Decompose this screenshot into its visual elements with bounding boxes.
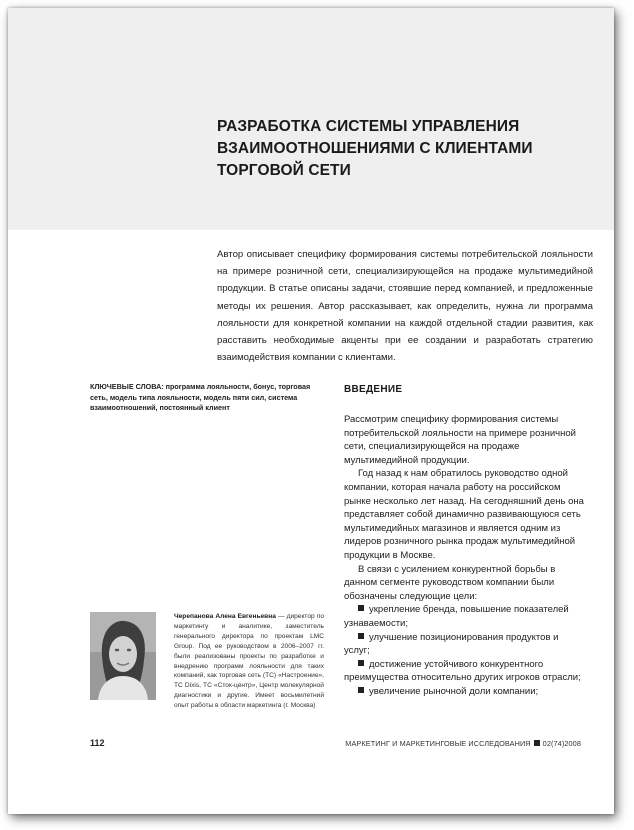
journal-name: МАРКЕТИНГ И МАРКЕТИНГОВЫЕ ИССЛЕДОВАНИЯ [345, 739, 531, 748]
journal-page [8, 8, 614, 814]
bullet-text: улучшение позиционирования продуктов и услуг; [344, 631, 559, 657]
author-bio [174, 612, 324, 711]
article-abstract: Автор описывает специфику формирования системы потребительской лояльности на примере розничной сети, специализирующейся на продаже мультимедийной продукции. В статье описаны задачи, стоявшие перед компанией, и предложенные методы их решения. Автор рассказывает, как определить, нужна ли программа лояльности для конкретной компании на каждой отдельной стадии развития, как расставить необходимые акценты при ее создании и разработать стратегию взаимодействия компании с клиентами. [217, 249, 593, 364]
author-name: Черепанова Алена Евгеньевна [174, 613, 276, 620]
bullet-text: увеличение рыночной доли компании; [369, 685, 539, 697]
page-number: 112 [90, 738, 105, 748]
separator-square-icon [534, 740, 540, 746]
body-paragraph: Рассмотрим специфику формирования системы потребительской лояльности на примере розничной сети, специализирующейся на продаже мультимедийной продукции. [344, 414, 576, 466]
bullet-square-icon [358, 633, 364, 639]
author-portrait-icon [90, 612, 156, 700]
journal-issue: 02(74)2008 [542, 739, 581, 748]
bullet-item [344, 631, 584, 658]
body-paragraph: В связи с усилением конкурентной борьбы в данном сегменте руководством компании были обозначены следующие цели: [344, 563, 556, 602]
bullet-item [344, 658, 584, 685]
article-body [344, 413, 584, 698]
section-heading: ВВЕДЕНИЕ [344, 384, 403, 395]
footer-journal [345, 739, 581, 748]
bullet-text: достижение устойчивого конкурентного преимущества относительно других игроков отрасли; [344, 658, 581, 684]
body-paragraph: Год назад к нам обратилось руководство одной компании, которая начала работу на российском рынке несколько лет назад. На сегодняшний день она представляет собой динамично развивающуюся сеть мультимедийных магазинов и является одним из лидеров розничного рынка продаж мультимедийной продукции в Москве. [344, 468, 584, 561]
bullet-square-icon [358, 687, 364, 693]
bullet-square-icon [358, 660, 364, 666]
bullet-square-icon [358, 605, 364, 611]
keywords: КЛЮЧЕВЫЕ СЛОВА: программа лояльности, бонус, торговая сеть, модель типа лояльности, модель пяти сил, система взаимоотношений, постоянный клиент [90, 382, 311, 412]
author-description: — директор по маркетингу и аналитике, заместитель генерального директора по проектам LMC Group. Под ее руководством в 2006–2007 гг. были реализованы проекты по разработке и внедрению программ лояльности для таких компаний, как торговая сеть (ТС) «Настроение», ТС Dixis, ТС «Сток-центр», Центр молекулярной диагностики и другие. Имеет восьмилетний опыт работы в области маркетинга (г. Москва) [174, 613, 324, 710]
article-title: РАЗРАБОТКА СИСТЕМЫ УПРАВЛЕНИЯ ВЗАИМООТНОШЕНИЯМИ С КЛИЕНТАМИ ТОРГОВОЙ СЕТИ [217, 118, 533, 179]
bullet-item [344, 685, 584, 699]
bullet-item [344, 603, 584, 630]
author-photo [90, 612, 156, 700]
bullet-text: укрепление бренда, повышение показателей узнаваемости; [344, 604, 569, 629]
